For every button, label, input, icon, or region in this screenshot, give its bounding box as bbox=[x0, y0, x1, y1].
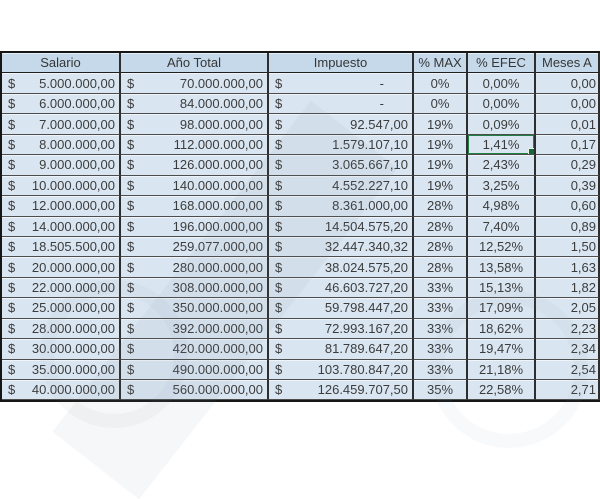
cell-salario[interactable] bbox=[2, 176, 121, 196]
cell-impuesto[interactable] bbox=[269, 135, 414, 155]
cell-salario[interactable] bbox=[2, 135, 121, 155]
cell-max[interactable]: 0% bbox=[414, 73, 468, 93]
currency-symbol: $ bbox=[8, 361, 16, 377]
cell-ano-total[interactable] bbox=[121, 176, 269, 196]
cell-value: 392.000.000,00 bbox=[172, 320, 263, 336]
cell-value: 8.000.000,00 bbox=[39, 136, 115, 152]
currency-symbol: $ bbox=[275, 280, 283, 296]
cell-value: 112.000.000,00 bbox=[173, 136, 263, 152]
cell-value: 140.000.000,00 bbox=[172, 177, 263, 193]
currency-symbol: $ bbox=[275, 157, 283, 173]
cell-max[interactable]: 28% bbox=[414, 257, 468, 277]
cell-max[interactable]: 19% bbox=[414, 114, 468, 134]
cell-meses[interactable]: 0,60 bbox=[536, 196, 600, 216]
cell-ano-total[interactable] bbox=[121, 319, 269, 339]
cell-meses[interactable]: 0,00 bbox=[536, 94, 600, 114]
cell-value: 35.000.000,00 bbox=[31, 361, 115, 377]
currency-symbol: $ bbox=[8, 259, 16, 275]
cell-meses[interactable]: 0,01 bbox=[536, 114, 600, 134]
cell-value: 10.000.000,00 bbox=[31, 177, 115, 193]
cell-efec[interactable]: 7,40% bbox=[468, 217, 536, 237]
cell-meses[interactable]: 2,71 bbox=[536, 380, 600, 400]
currency-symbol: $ bbox=[127, 75, 135, 91]
currency-symbol: $ bbox=[275, 96, 283, 112]
currency-symbol: $ bbox=[127, 320, 135, 336]
currency-symbol: $ bbox=[8, 136, 16, 152]
cell-salario[interactable] bbox=[2, 217, 121, 237]
cell-value: 3.065.667,10 bbox=[332, 157, 408, 173]
selected-cell[interactable]: 1,41% bbox=[468, 135, 536, 155]
currency-symbol: $ bbox=[8, 96, 16, 112]
cell-salario[interactable] bbox=[2, 278, 121, 298]
cell-value: 420.000.000,00 bbox=[172, 341, 263, 357]
currency-symbol: $ bbox=[275, 341, 283, 357]
cell-max[interactable]: 19% bbox=[414, 155, 468, 175]
currency-symbol: $ bbox=[275, 300, 283, 316]
cell-value: 560.000.000,00 bbox=[172, 382, 263, 398]
cell-impuesto[interactable] bbox=[269, 114, 414, 134]
currency-symbol: $ bbox=[8, 280, 16, 296]
cell-impuesto[interactable] bbox=[269, 380, 414, 400]
cell-ano-total[interactable] bbox=[121, 94, 269, 114]
currency-symbol: $ bbox=[127, 96, 135, 112]
cell-meses[interactable]: 0,39 bbox=[536, 176, 600, 196]
cell-meses[interactable]: 0,29 bbox=[536, 155, 600, 175]
cell-impuesto[interactable] bbox=[269, 237, 414, 257]
cell-value: 38.024.575,20 bbox=[324, 259, 408, 275]
currency-symbol: $ bbox=[275, 198, 283, 214]
cell-ano-total[interactable] bbox=[121, 155, 269, 175]
cell-salario[interactable] bbox=[2, 319, 121, 339]
cell-meses[interactable]: 1,50 bbox=[536, 237, 600, 257]
cell-impuesto[interactable] bbox=[269, 257, 414, 277]
cell-value: 18.505.500,00 bbox=[31, 239, 115, 255]
currency-symbol: $ bbox=[127, 218, 135, 234]
cell-value: 196.000.000,00 bbox=[172, 218, 263, 234]
currency-symbol: $ bbox=[275, 259, 283, 275]
column-header-ano-total[interactable]: Año Total bbox=[121, 53, 269, 74]
cell-efec[interactable]: 21,18% bbox=[468, 360, 536, 380]
cell-ano-total[interactable] bbox=[121, 114, 269, 134]
cell-value: 259.077.000,00 bbox=[172, 239, 263, 255]
cell-impuesto[interactable] bbox=[269, 196, 414, 216]
cell-value: 5.000.000,00 bbox=[39, 75, 115, 91]
cell-meses[interactable]: 2,34 bbox=[536, 339, 600, 359]
cell-meses[interactable]: 1,82 bbox=[536, 278, 600, 298]
cell-ano-total[interactable] bbox=[121, 257, 269, 277]
currency-symbol: $ bbox=[275, 382, 283, 398]
cell-salario[interactable] bbox=[2, 94, 121, 114]
cell-efec[interactable]: 4,98% bbox=[468, 196, 536, 216]
cell-value: 1.579.107,10 bbox=[332, 136, 408, 152]
cell-value: 25.000.000,00 bbox=[31, 300, 115, 316]
cell-ano-total[interactable] bbox=[121, 196, 269, 216]
cell-ano-total[interactable] bbox=[121, 298, 269, 318]
cell-efec[interactable]: 19,47% bbox=[468, 339, 536, 359]
cell-salario[interactable] bbox=[2, 360, 121, 380]
currency-symbol: $ bbox=[127, 280, 135, 296]
currency-symbol: $ bbox=[275, 136, 283, 152]
column-header-max[interactable]: % MAX bbox=[414, 53, 468, 74]
cell-meses[interactable]: 0,89 bbox=[536, 217, 600, 237]
currency-symbol: $ bbox=[127, 136, 135, 152]
cell-value: 20.000.000,00 bbox=[31, 259, 115, 275]
currency-symbol: $ bbox=[127, 259, 135, 275]
table-grid bbox=[2, 53, 600, 400]
column-header-salario[interactable]: Salario bbox=[2, 53, 121, 74]
currency-symbol: $ bbox=[275, 239, 283, 255]
cell-impuesto[interactable] bbox=[269, 73, 414, 93]
cell-value: 59.798.447,20 bbox=[324, 300, 408, 316]
cell-value: 14.504.575,20 bbox=[324, 218, 408, 234]
cell-value: 7.000.000,00 bbox=[39, 116, 115, 132]
cell-impuesto[interactable] bbox=[269, 176, 414, 196]
cell-impuesto[interactable] bbox=[269, 217, 414, 237]
cell-value: 70.000.000,00 bbox=[179, 75, 263, 91]
cell-ano-total[interactable] bbox=[121, 135, 269, 155]
currency-symbol: $ bbox=[127, 361, 135, 377]
cell-value: 40.000.000,00 bbox=[31, 382, 115, 398]
cell-salario[interactable] bbox=[2, 380, 121, 400]
currency-symbol: $ bbox=[127, 177, 135, 193]
cell-value: 30.000.000,00 bbox=[31, 341, 115, 357]
cell-efec[interactable]: 18,62% bbox=[468, 319, 536, 339]
cell-value: - bbox=[379, 96, 384, 112]
currency-symbol: $ bbox=[8, 75, 16, 91]
currency-symbol: $ bbox=[275, 177, 283, 193]
cell-efec[interactable]: 17,09% bbox=[468, 298, 536, 318]
cell-value: 12.000.000,00 bbox=[31, 198, 115, 214]
currency-symbol: $ bbox=[127, 239, 135, 255]
cell-salario[interactable] bbox=[2, 73, 121, 93]
currency-symbol: $ bbox=[127, 198, 135, 214]
cell-value: 28.000.000,00 bbox=[31, 320, 115, 336]
cell-value: 126.459.707,50 bbox=[317, 382, 408, 398]
cell-value: 8.361.000,00 bbox=[332, 198, 408, 214]
cell-impuesto[interactable] bbox=[269, 298, 414, 318]
cell-efec[interactable]: 2,43% bbox=[468, 155, 536, 175]
cell-impuesto[interactable] bbox=[269, 278, 414, 298]
cell-max[interactable]: 19% bbox=[414, 135, 468, 155]
cell-ano-total[interactable] bbox=[121, 217, 269, 237]
cell-meses[interactable]: 2,05 bbox=[536, 298, 600, 318]
cell-meses[interactable]: 0,00 bbox=[536, 73, 600, 93]
cell-efec[interactable]: 0,00% bbox=[468, 73, 536, 93]
cell-efec[interactable]: 0,09% bbox=[468, 114, 536, 134]
cell-salario[interactable] bbox=[2, 155, 121, 175]
cell-max[interactable]: 0% bbox=[414, 94, 468, 114]
cell-value: 103.780.847,20 bbox=[317, 361, 408, 377]
currency-symbol: $ bbox=[8, 116, 16, 132]
currency-symbol: $ bbox=[8, 218, 16, 234]
spreadsheet-table bbox=[0, 51, 600, 402]
cell-salario[interactable] bbox=[2, 298, 121, 318]
cell-value: 280.000.000,00 bbox=[172, 259, 263, 275]
cell-max[interactable]: 28% bbox=[414, 237, 468, 257]
currency-symbol: $ bbox=[127, 116, 135, 132]
cell-value: 6.000.000,00 bbox=[39, 96, 115, 112]
cell-value: 126.000.000,00 bbox=[172, 157, 263, 173]
cell-value: 308.000.000,00 bbox=[172, 280, 263, 296]
currency-symbol: $ bbox=[8, 320, 16, 336]
cell-max[interactable]: 33% bbox=[414, 319, 468, 339]
currency-symbol: $ bbox=[8, 177, 16, 193]
cell-impuesto[interactable] bbox=[269, 94, 414, 114]
currency-symbol: $ bbox=[275, 361, 283, 377]
cell-salario[interactable] bbox=[2, 196, 121, 216]
cell-value: 46.603.727,20 bbox=[324, 280, 408, 296]
cell-efec[interactable]: 12,52% bbox=[468, 237, 536, 257]
cell-max[interactable]: 33% bbox=[414, 298, 468, 318]
currency-symbol: $ bbox=[8, 300, 16, 316]
cell-value: 350.000.000,00 bbox=[172, 300, 263, 316]
cell-value: 98.000.000,00 bbox=[179, 116, 263, 132]
cell-value: 81.789.647,20 bbox=[324, 341, 408, 357]
currency-symbol: $ bbox=[127, 382, 135, 398]
cell-value: 84.000.000,00 bbox=[179, 96, 263, 112]
cell-salario[interactable] bbox=[2, 339, 121, 359]
cell-max[interactable]: 33% bbox=[414, 339, 468, 359]
currency-symbol: $ bbox=[8, 198, 16, 214]
currency-symbol: $ bbox=[275, 116, 283, 132]
cell-ano-total[interactable] bbox=[121, 237, 269, 257]
currency-symbol: $ bbox=[127, 157, 135, 173]
cell-max[interactable]: 33% bbox=[414, 278, 468, 298]
currency-symbol: $ bbox=[127, 341, 135, 357]
cell-max[interactable]: 33% bbox=[414, 360, 468, 380]
column-header-meses[interactable]: Meses A bbox=[536, 53, 600, 74]
cell-value: 32.447.340,32 bbox=[324, 239, 408, 255]
cell-salario[interactable] bbox=[2, 114, 121, 134]
cell-meses[interactable]: 2,54 bbox=[536, 360, 600, 380]
cell-impuesto[interactable] bbox=[269, 155, 414, 175]
cell-value: 14.000.000,00 bbox=[31, 218, 115, 234]
cell-ano-total[interactable] bbox=[121, 339, 269, 359]
cell-ano-total[interactable] bbox=[121, 278, 269, 298]
cell-salario[interactable] bbox=[2, 237, 121, 257]
currency-symbol: $ bbox=[8, 382, 16, 398]
cell-value: - bbox=[379, 75, 384, 91]
cell-meses[interactable]: 0,17 bbox=[536, 135, 600, 155]
cell-value: 22.000.000,00 bbox=[31, 280, 115, 296]
currency-symbol: $ bbox=[127, 300, 135, 316]
cell-efec[interactable]: 15,13% bbox=[468, 278, 536, 298]
cell-value: 9.000.000,00 bbox=[39, 157, 115, 173]
cell-max[interactable]: 28% bbox=[414, 196, 468, 216]
cell-max[interactable]: 19% bbox=[414, 176, 468, 196]
cell-efec[interactable]: 13,58% bbox=[468, 257, 536, 277]
cell-efec[interactable]: 0,00% bbox=[468, 94, 536, 114]
cell-ano-total[interactable] bbox=[121, 360, 269, 380]
cell-max[interactable]: 35% bbox=[414, 380, 468, 400]
cell-value: 490.000.000,00 bbox=[172, 361, 263, 377]
column-header-efec[interactable]: % EFEC bbox=[468, 53, 536, 74]
cell-impuesto[interactable] bbox=[269, 360, 414, 380]
cell-value: 4.552.227,10 bbox=[332, 177, 408, 193]
cell-impuesto[interactable] bbox=[269, 339, 414, 359]
currency-symbol: $ bbox=[275, 320, 283, 336]
currency-symbol: $ bbox=[275, 75, 283, 91]
cell-value: 72.993.167,20 bbox=[324, 320, 408, 336]
cell-meses[interactable]: 2,23 bbox=[536, 319, 600, 339]
cell-meses[interactable]: 1,63 bbox=[536, 257, 600, 277]
cell-ano-total[interactable] bbox=[121, 73, 269, 93]
cell-impuesto[interactable] bbox=[269, 319, 414, 339]
currency-symbol: $ bbox=[8, 157, 16, 173]
cell-value: 168.000.000,00 bbox=[172, 198, 263, 214]
currency-symbol: $ bbox=[275, 218, 283, 234]
cell-value: 92.547,00 bbox=[350, 116, 408, 132]
column-header-impuesto[interactable]: Impuesto bbox=[269, 53, 414, 74]
currency-symbol: $ bbox=[8, 341, 16, 357]
fill-handle[interactable] bbox=[528, 148, 536, 155]
cell-ano-total[interactable] bbox=[121, 380, 269, 400]
cell-efec[interactable]: 22,58% bbox=[468, 380, 536, 400]
cell-efec[interactable]: 3,25% bbox=[468, 176, 536, 196]
cell-max[interactable]: 28% bbox=[414, 217, 468, 237]
cell-salario[interactable] bbox=[2, 257, 121, 277]
currency-symbol: $ bbox=[8, 239, 16, 255]
